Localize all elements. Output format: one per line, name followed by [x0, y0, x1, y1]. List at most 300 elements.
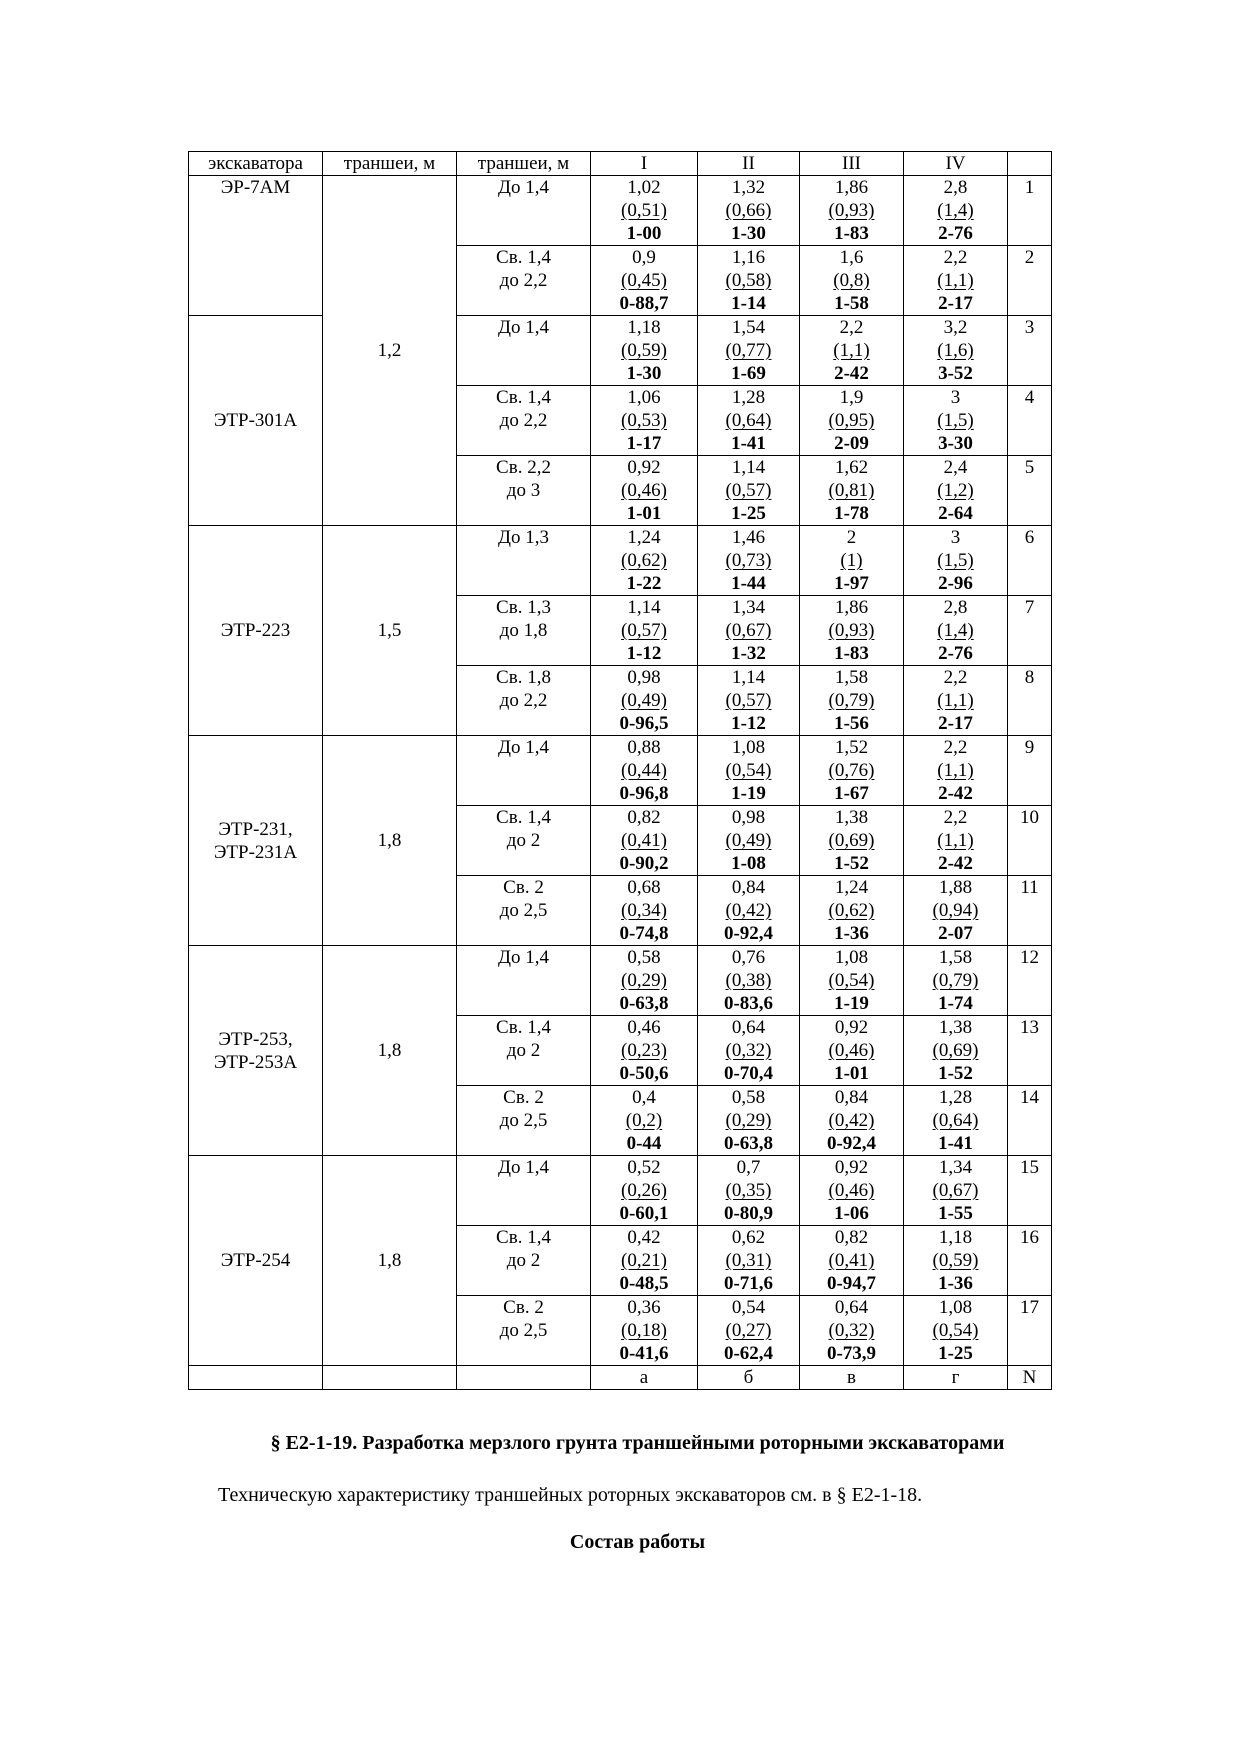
norm-value-cell — [904, 876, 1008, 946]
norm-time: 1,58 — [938, 947, 973, 968]
column-letter-cell: в — [800, 1366, 904, 1390]
header-cell: II — [698, 152, 800, 176]
row-number-cell: 15 — [1008, 1156, 1052, 1226]
norm-time: 1,9 — [839, 387, 864, 408]
column-letter-cell: б — [698, 1366, 800, 1390]
label-line: Св. 1,8 — [496, 667, 551, 688]
label-line: Св. 2 — [503, 877, 544, 898]
norm-time: 1,28 — [731, 387, 766, 408]
norm-value-cell — [591, 1226, 698, 1296]
norm-value-cell — [591, 1086, 698, 1156]
norm-time: 1,14 — [731, 457, 766, 478]
row-number-cell: 7 — [1008, 596, 1052, 666]
price: 1-69 — [731, 363, 766, 384]
excavator-cell — [189, 736, 323, 946]
trench-depth-cell: До 1,3 — [457, 526, 591, 596]
label-line: до 2,5 — [499, 900, 548, 921]
trench-depth-cell — [457, 246, 591, 316]
label-line: Св. 2 — [503, 1297, 544, 1318]
price: 0-96,8 — [619, 783, 669, 804]
norm-time-machinist: (1,6) — [937, 340, 974, 361]
norm-time: 1,6 — [839, 247, 864, 268]
norm-time: 0,42 — [627, 1227, 661, 1248]
norm-value-cell — [800, 386, 904, 456]
price: 1-01 — [626, 503, 662, 524]
column-letter-cell: г — [904, 1366, 1008, 1390]
price: 1-36 — [938, 1273, 973, 1294]
footer-empty-cell — [323, 1366, 457, 1390]
trench-width-cell: 1,2 — [323, 176, 457, 526]
norm-time-machinist: (1,1) — [937, 690, 974, 711]
norm-time-machinist: (0,67) — [932, 1180, 979, 1201]
price: 0-90,2 — [619, 853, 669, 874]
norm-value-cell — [800, 736, 904, 806]
norm-time: 0,7 — [736, 1157, 761, 1178]
norm-time-machinist: (0,62) — [828, 900, 875, 921]
norm-time: 0,4 — [632, 1087, 656, 1108]
norm-time-machinist: (0,79) — [828, 690, 875, 711]
price: 1-56 — [834, 713, 869, 734]
norm-value-cell — [800, 666, 904, 736]
norm-time-machinist: (0,18) — [621, 1320, 667, 1341]
norm-time-machinist: (0,66) — [725, 200, 772, 221]
price: 0-71,6 — [723, 1273, 774, 1294]
norm-time-machinist: (0,45) — [621, 270, 667, 291]
price: 0-96,5 — [619, 713, 669, 734]
norm-time: 1,38 — [834, 807, 869, 828]
norm-time: 0,9 — [632, 247, 656, 268]
norm-time: 1,28 — [938, 1087, 973, 1108]
section-heading: § Е2-1-19. Разработка мерзлого грунта траншейными роторными экскаваторами — [270, 1432, 1005, 1454]
norm-value-cell — [591, 246, 698, 316]
norm-time-machinist: (1,2) — [937, 480, 974, 501]
norm-time: 0,52 — [627, 1157, 661, 1178]
price: 0-70,4 — [723, 1063, 774, 1084]
norm-time-machinist: (1) — [840, 550, 863, 571]
row-number-cell: 9 — [1008, 736, 1052, 806]
norm-time: 3 — [950, 387, 961, 408]
norm-value-cell — [800, 1156, 904, 1226]
norm-time: 1,54 — [731, 317, 766, 338]
label-line: Св. 1,3 — [496, 597, 551, 618]
norm-value-cell — [591, 456, 698, 526]
header-cell — [1008, 152, 1052, 176]
price: 1-22 — [626, 573, 662, 594]
norm-time: 0,98 — [627, 667, 661, 688]
norm-time: 0,64 — [834, 1297, 869, 1318]
table-row — [189, 1156, 1052, 1226]
excavator-cell: ЭТР-301А — [189, 316, 323, 526]
norm-value-cell — [591, 736, 698, 806]
norm-time-machinist: (0,54) — [932, 1320, 979, 1341]
price: 1-25 — [938, 1343, 973, 1364]
label-line: до 2,2 — [499, 270, 548, 291]
norm-time-machinist: (0,93) — [828, 620, 875, 641]
norm-value-cell — [904, 1226, 1008, 1296]
row-number-cell: 4 — [1008, 386, 1052, 456]
norm-value-cell — [591, 1016, 698, 1086]
header-cell: траншеи, м — [323, 152, 457, 176]
price: 1-67 — [834, 783, 869, 804]
norm-value-cell — [904, 176, 1008, 246]
norm-time: 2,2 — [839, 317, 864, 338]
price: 0-44 — [626, 1133, 662, 1154]
row-number-cell: 10 — [1008, 806, 1052, 876]
norm-time-machinist: (0,67) — [725, 620, 772, 641]
trench-depth-cell — [457, 456, 591, 526]
label-line: до 3 — [506, 480, 541, 501]
label-line: до 1,8 — [499, 620, 548, 641]
norm-time: 2,8 — [943, 597, 968, 618]
norm-time-machinist: (0,57) — [621, 620, 667, 641]
price: 1-74 — [938, 993, 973, 1014]
norm-time: 2,2 — [943, 737, 968, 758]
norm-value-cell — [904, 596, 1008, 666]
price: 1-83 — [834, 643, 869, 664]
norm-value-cell — [698, 946, 800, 1016]
price: 2-42 — [938, 853, 973, 874]
norm-time-machinist: (0,32) — [828, 1320, 875, 1341]
price: 1-36 — [834, 923, 869, 944]
norm-value-cell — [591, 386, 698, 456]
norm-time-machinist: (0,79) — [932, 970, 979, 991]
label-line: Св. 1,4 — [496, 387, 551, 408]
price: 0-41,6 — [619, 1343, 669, 1364]
price: 0-88,7 — [619, 293, 669, 314]
norm-value-cell — [904, 1296, 1008, 1366]
trench-depth-cell — [457, 1016, 591, 1086]
price: 1-19 — [834, 993, 869, 1014]
norm-time: 0,82 — [834, 1227, 869, 1248]
norm-value-cell — [904, 316, 1008, 386]
norm-time: 0,84 — [834, 1087, 869, 1108]
label-line: Св. 2 — [503, 1087, 544, 1108]
norm-time: 1,86 — [834, 597, 869, 618]
norm-time-machinist: (0,27) — [725, 1320, 772, 1341]
norm-value-cell — [591, 316, 698, 386]
norm-time-machinist: (1,1) — [937, 760, 974, 781]
excavator-cell — [189, 946, 323, 1156]
norm-time: 1,32 — [731, 177, 766, 198]
norm-value-cell — [904, 386, 1008, 456]
norm-value-cell — [698, 1086, 800, 1156]
header-cell: I — [591, 152, 698, 176]
norm-time: 0,92 — [834, 1017, 869, 1038]
price: 0-92,4 — [826, 1133, 877, 1154]
norm-time-machinist: (1,1) — [833, 340, 870, 361]
header-cell: III — [800, 152, 904, 176]
price: 0-62,4 — [723, 1343, 774, 1364]
norm-time-machinist: (0,64) — [932, 1110, 979, 1131]
price: 0-92,4 — [723, 923, 774, 944]
norm-time-machinist: (1,5) — [937, 410, 974, 431]
norm-value-cell — [698, 876, 800, 946]
norm-time-machinist: (0,95) — [828, 410, 875, 431]
norm-time-machinist: (0,21) — [621, 1250, 667, 1271]
norm-value-cell — [698, 666, 800, 736]
norm-time: 1,58 — [834, 667, 869, 688]
norm-time: 1,62 — [834, 457, 869, 478]
label-line: до 2,5 — [499, 1110, 548, 1131]
norm-time-machinist: (0,49) — [621, 690, 667, 711]
norm-value-cell — [800, 316, 904, 386]
price: 0-73,9 — [826, 1343, 877, 1364]
norm-time-machinist: (0,29) — [621, 970, 667, 991]
price: 1-06 — [834, 1203, 869, 1224]
trench-width-cell: 1,8 — [323, 1156, 457, 1366]
label-line: до 2,2 — [499, 690, 548, 711]
norm-time-machinist: (0,58) — [725, 270, 772, 291]
norm-time: 1,08 — [938, 1297, 973, 1318]
price: 1-97 — [834, 573, 869, 594]
norm-value-cell — [904, 806, 1008, 876]
norm-time: 0,62 — [731, 1227, 766, 1248]
label-line: Св. 1,4 — [496, 1017, 551, 1038]
norm-time-machinist: (0,42) — [828, 1110, 875, 1131]
norm-time-machinist: (0,59) — [932, 1250, 979, 1271]
norm-value-cell — [591, 1296, 698, 1366]
norm-time-machinist: (0,53) — [621, 410, 667, 431]
norm-time-machinist: (0,57) — [725, 480, 772, 501]
price: 2-09 — [834, 433, 869, 454]
norm-time: 1,18 — [627, 317, 661, 338]
norm-time: 0,58 — [731, 1087, 766, 1108]
norm-value-cell — [904, 1156, 1008, 1226]
row-number-cell: 17 — [1008, 1296, 1052, 1366]
norm-value-cell — [904, 1016, 1008, 1086]
price: 0-74,8 — [619, 923, 669, 944]
norm-value-cell — [800, 456, 904, 526]
price: 1-44 — [731, 573, 766, 594]
label-line: ЭТР-231А — [213, 841, 298, 863]
norm-value-cell — [591, 666, 698, 736]
norm-time: 0,68 — [627, 877, 661, 898]
norm-time-machinist: (0,93) — [828, 200, 875, 221]
price: 1-78 — [834, 503, 869, 524]
trench-depth-cell — [457, 386, 591, 456]
norm-time: 1,46 — [731, 527, 766, 548]
trench-depth-cell: До 1,4 — [457, 946, 591, 1016]
norm-value-cell — [904, 246, 1008, 316]
norm-time-machinist: (0,46) — [621, 480, 667, 501]
norm-time-machinist: (0,59) — [621, 340, 667, 361]
norm-time-machinist: (0,49) — [725, 830, 772, 851]
norm-time: 0,46 — [627, 1017, 661, 1038]
price: 2-17 — [938, 293, 973, 314]
trench-width-cell: 1,5 — [323, 526, 457, 736]
table-row — [189, 176, 1052, 246]
norm-value-cell — [698, 596, 800, 666]
norm-value-cell — [591, 946, 698, 1016]
norm-value-cell — [904, 666, 1008, 736]
norm-value-cell — [904, 1086, 1008, 1156]
row-number-cell: 1 — [1008, 176, 1052, 246]
row-number-cell: 2 — [1008, 246, 1052, 316]
price: 0-83,6 — [723, 993, 774, 1014]
norm-time-machinist: (0,41) — [828, 1250, 875, 1271]
price: 0-94,7 — [826, 1273, 877, 1294]
norm-value-cell — [698, 1156, 800, 1226]
price: 0-60,1 — [619, 1203, 669, 1224]
norm-value-cell — [698, 386, 800, 456]
label-line: Св. 1,4 — [496, 1227, 551, 1248]
trench-depth-cell — [457, 1226, 591, 1296]
norm-time: 0,64 — [731, 1017, 766, 1038]
trench-depth-cell — [457, 1296, 591, 1366]
norm-time-machinist: (1,4) — [937, 620, 974, 641]
norm-time-machinist: (0,77) — [725, 340, 772, 361]
norm-time: 1,34 — [938, 1157, 973, 1178]
label-line: до 2 — [506, 1250, 541, 1271]
table-body — [189, 152, 1052, 1390]
price: 1-52 — [834, 853, 869, 874]
price: 1-52 — [938, 1063, 973, 1084]
row-number-cell: 12 — [1008, 946, 1052, 1016]
norm-time: 2 — [846, 527, 857, 548]
norm-time: 0,92 — [627, 457, 661, 478]
table-row — [189, 526, 1052, 596]
header-cell: траншеи, м — [457, 152, 591, 176]
price: 2-42 — [834, 363, 869, 384]
trench-depth-cell — [457, 596, 591, 666]
norm-value-cell — [698, 176, 800, 246]
norm-time: 2,4 — [943, 457, 968, 478]
norm-time-machinist: (0,35) — [725, 1180, 772, 1201]
norm-value-cell — [800, 526, 904, 596]
norm-value-cell — [591, 806, 698, 876]
norm-time: 1,88 — [938, 877, 973, 898]
trench-depth-cell: До 1,4 — [457, 1156, 591, 1226]
row-number-cell: 6 — [1008, 526, 1052, 596]
norm-time-machinist: (0,69) — [828, 830, 875, 851]
norm-time-machinist: (0,46) — [828, 1040, 875, 1061]
norm-time: 1,14 — [731, 667, 766, 688]
norm-time: 0,76 — [731, 947, 766, 968]
label-line: до 2,5 — [499, 1320, 548, 1341]
norm-time-machinist: (0,51) — [621, 200, 667, 221]
norm-time-machinist: (0,42) — [725, 900, 772, 921]
norms-table — [188, 151, 1052, 1390]
norm-time-machinist: (0,73) — [725, 550, 772, 571]
price: 1-14 — [731, 293, 766, 314]
norm-time-machinist: (0,2) — [625, 1110, 663, 1131]
norm-value-cell — [800, 1016, 904, 1086]
price: 1-17 — [626, 433, 662, 454]
norm-time-machinist: (0,34) — [621, 900, 667, 921]
norm-value-cell — [698, 736, 800, 806]
trench-depth-cell — [457, 876, 591, 946]
norm-time: 1,08 — [834, 947, 869, 968]
trench-depth-cell: До 1,4 — [457, 316, 591, 386]
norm-time: 2,2 — [943, 807, 968, 828]
norm-time: 1,34 — [731, 597, 766, 618]
row-number-cell: 8 — [1008, 666, 1052, 736]
price: 0-80,9 — [723, 1203, 774, 1224]
price: 2-07 — [938, 923, 973, 944]
norm-value-cell — [800, 246, 904, 316]
norm-time: 0,88 — [627, 737, 661, 758]
norm-time-machinist: (0,69) — [932, 1040, 979, 1061]
norm-value-cell — [800, 806, 904, 876]
price: 1-83 — [834, 223, 869, 244]
norm-time-machinist: (0,31) — [725, 1250, 772, 1271]
price: 1-30 — [626, 363, 662, 384]
norm-time: 2,8 — [943, 177, 968, 198]
norm-time-machinist: (1,5) — [937, 550, 974, 571]
price: 2-42 — [938, 783, 973, 804]
trench-depth-cell — [457, 666, 591, 736]
column-letter-cell: N — [1008, 1366, 1052, 1390]
price: 1-30 — [731, 223, 766, 244]
norm-value-cell — [800, 1086, 904, 1156]
norm-time: 0,92 — [834, 1157, 869, 1178]
header-cell: IV — [904, 152, 1008, 176]
norm-time-machinist: (0,62) — [621, 550, 667, 571]
footer-empty-cell — [189, 1366, 323, 1390]
trench-depth-cell — [457, 806, 591, 876]
norm-time: 1,38 — [938, 1017, 973, 1038]
row-number-cell: 13 — [1008, 1016, 1052, 1086]
norm-time: 1,16 — [731, 247, 766, 268]
label-line: Св. 2,2 — [496, 457, 551, 478]
norm-time: 0,84 — [731, 877, 766, 898]
norm-time-machinist: (0,29) — [725, 1110, 772, 1131]
norm-value-cell — [698, 316, 800, 386]
norm-time: 1,02 — [627, 177, 661, 198]
trench-depth-cell: До 1,4 — [457, 176, 591, 246]
norm-value-cell — [698, 456, 800, 526]
norm-time: 3,2 — [943, 317, 968, 338]
price: 1-41 — [731, 433, 766, 454]
norm-time: 0,82 — [627, 807, 661, 828]
norm-value-cell — [800, 1296, 904, 1366]
price: 1-41 — [938, 1133, 973, 1154]
norm-value-cell — [800, 176, 904, 246]
price: 1-25 — [731, 503, 766, 524]
label-line: Св. 1,4 — [496, 247, 551, 268]
norm-value-cell — [904, 526, 1008, 596]
price: 1-12 — [731, 713, 766, 734]
price: 1-19 — [731, 783, 766, 804]
price: 1-32 — [731, 643, 766, 664]
norm-value-cell — [904, 946, 1008, 1016]
norm-value-cell — [698, 1226, 800, 1296]
price: 1-12 — [626, 643, 662, 664]
norm-value-cell — [591, 1156, 698, 1226]
norm-time: 3 — [950, 527, 961, 548]
column-letter-cell: а — [591, 1366, 698, 1390]
trench-width-cell: 1,8 — [323, 946, 457, 1156]
norm-time: 1,08 — [731, 737, 766, 758]
label-line: до 2 — [506, 1040, 541, 1061]
row-number-cell: 16 — [1008, 1226, 1052, 1296]
price: 0-50,6 — [619, 1063, 669, 1084]
label-line: до 2 — [506, 830, 541, 851]
norm-time: 1,18 — [938, 1227, 973, 1248]
label-line: Св. 1,4 — [496, 807, 551, 828]
norm-time-machinist: (0,76) — [828, 760, 875, 781]
norm-time-machinist: (1,4) — [937, 200, 974, 221]
norm-time-machinist: (0,57) — [725, 690, 772, 711]
norm-time: 2,2 — [943, 667, 968, 688]
norm-time-machinist: (1,1) — [937, 830, 974, 851]
footer-row — [189, 1366, 1052, 1390]
norm-value-cell — [698, 526, 800, 596]
norm-time-machinist: (0,38) — [725, 970, 772, 991]
excavator-cell: ЭР-7АМ — [189, 176, 323, 316]
trench-width-cell: 1,8 — [323, 736, 457, 946]
header-cell: экскаватора — [189, 152, 323, 176]
